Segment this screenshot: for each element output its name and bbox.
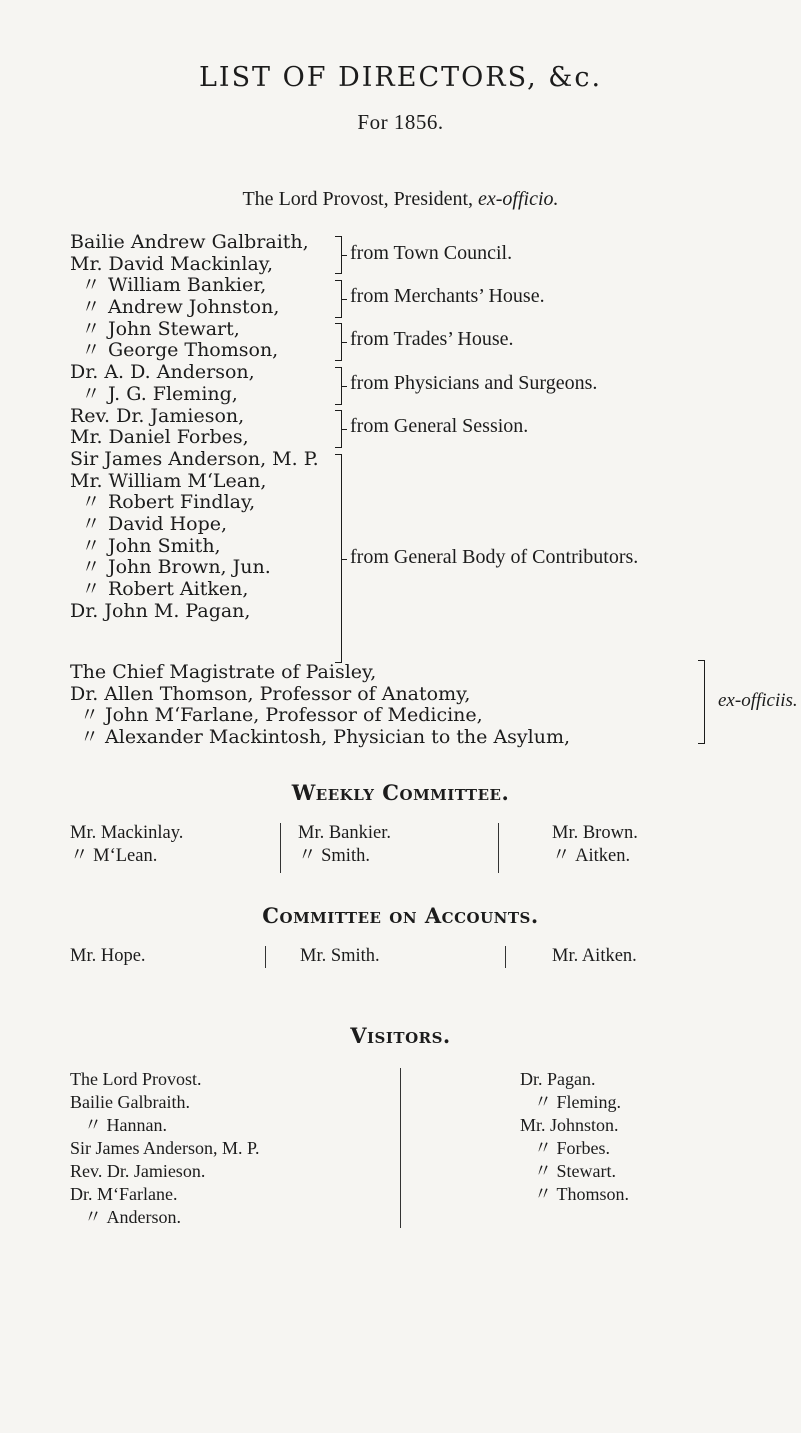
director-row: 〃 John Smith,: [81, 534, 221, 557]
page-subtitle: For 1856.: [357, 110, 444, 134]
director-row: 〃 Andrew Johnston,: [81, 296, 280, 319]
bracket-physicians-surgeons: [335, 367, 342, 405]
director-row: 〃 Robert Aitken,: [81, 578, 249, 600]
group-general-session: from General Session.: [350, 415, 529, 437]
director-row: 〃 Robert Findlay,: [81, 491, 256, 514]
weekly-committee-heading: Weekly Committee.: [291, 780, 510, 805]
group-physicians-surgeons: from Physicians and Surgeons.: [350, 372, 598, 394]
weekly-committee-col-2: Mr. Bankier. 〃 Smith.: [298, 823, 392, 866]
accounts-member: Mr. Smith.: [300, 946, 380, 966]
director-row: Sir James Anderson, M. P.: [70, 447, 319, 470]
page-title: LIST OF DIRECTORS, &c.: [198, 62, 603, 93]
president-text: The Lord Provost, President,: [242, 188, 478, 210]
director-row: Mr. Daniel Forbes,: [70, 426, 249, 449]
accounts-committee-heading: Committee on Accounts.: [262, 903, 539, 928]
director-row: Bailie Andrew Galbraith,: [70, 231, 309, 253]
group-town-council: from Town Council.: [350, 242, 513, 264]
column-divider: [498, 823, 499, 873]
president-ex-officio: ex-officio.: [478, 188, 559, 210]
bracket-merchants-house: [335, 280, 342, 318]
director-row: 〃 John Brown, Jun.: [81, 556, 271, 579]
bracket-general-session: [335, 410, 342, 448]
weekly-committee-col-3: Mr. Brown. 〃 Aitken.: [552, 823, 638, 866]
visitors-right-column: Dr. Pagan. 〃 Fleming. Mr. Johnston. 〃 Forbes. 〃 Stewart. 〃 Thomson.: [520, 1069, 630, 1204]
ex-officiis-list: [70, 662, 670, 749]
column-divider: [505, 946, 506, 968]
ex-officiis-row: 〃 Alexander Mackintosh, Physician to the Asylum,: [80, 726, 571, 749]
director-row: 〃 David Hope,: [81, 512, 228, 535]
director-row: 〃 J. G. Fleming,: [81, 382, 238, 405]
ex-officiis-row: 〃 John M‘Farlane, Professor of Medicine,: [80, 704, 483, 727]
bracket-town-council: [335, 236, 342, 274]
column-divider: [400, 1068, 401, 1228]
ex-officiis-label: ex-officiis.: [718, 690, 798, 711]
ex-officiis-row: The Chief Magistrate of Paisley,: [70, 661, 377, 683]
ex-officiis-row: Dr. Allen Thomson, Professor of Anatomy,: [70, 682, 471, 705]
director-row: Rev. Dr. Jamieson,: [70, 404, 245, 427]
president-line: [0, 188, 801, 211]
group-general-body: from General Body of Contributors.: [350, 546, 639, 568]
director-row: 〃 George Thomson,: [81, 339, 279, 362]
visitors-left-column: The Lord Provost. Bailie Galbraith. 〃 Hannan. Sir James Anderson, M. P. Rev. Dr. Jamieson. Dr. M‘Farlane. 〃 Anderson.: [70, 1069, 260, 1227]
director-row: 〃 William Bankier,: [81, 274, 267, 297]
director-row: 〃 John Stewart,: [81, 317, 240, 340]
bracket-trades-house: [335, 323, 342, 361]
group-trades-house: from Trades’ House.: [350, 328, 514, 350]
bracket-ex-officiis: [698, 660, 705, 744]
director-row: Mr. William M‘Lean,: [70, 469, 267, 492]
accounts-member: Mr. Hope.: [70, 946, 146, 966]
director-row: Dr. A. D. Anderson,: [70, 361, 255, 384]
group-merchants-house: from Merchants’ House.: [350, 285, 545, 307]
column-divider: [265, 946, 266, 968]
visitors-heading: Visitors.: [350, 1023, 451, 1048]
bracket-general-body: [335, 454, 342, 663]
accounts-member: Mr. Aitken.: [552, 946, 637, 966]
director-row: Dr. John M. Pagan,: [70, 599, 251, 622]
director-row: Mr. David Mackinlay,: [70, 252, 274, 275]
weekly-committee-col-1: Mr. Mackinlay. 〃 M‘Lean.: [70, 823, 184, 866]
column-divider: [280, 823, 281, 873]
